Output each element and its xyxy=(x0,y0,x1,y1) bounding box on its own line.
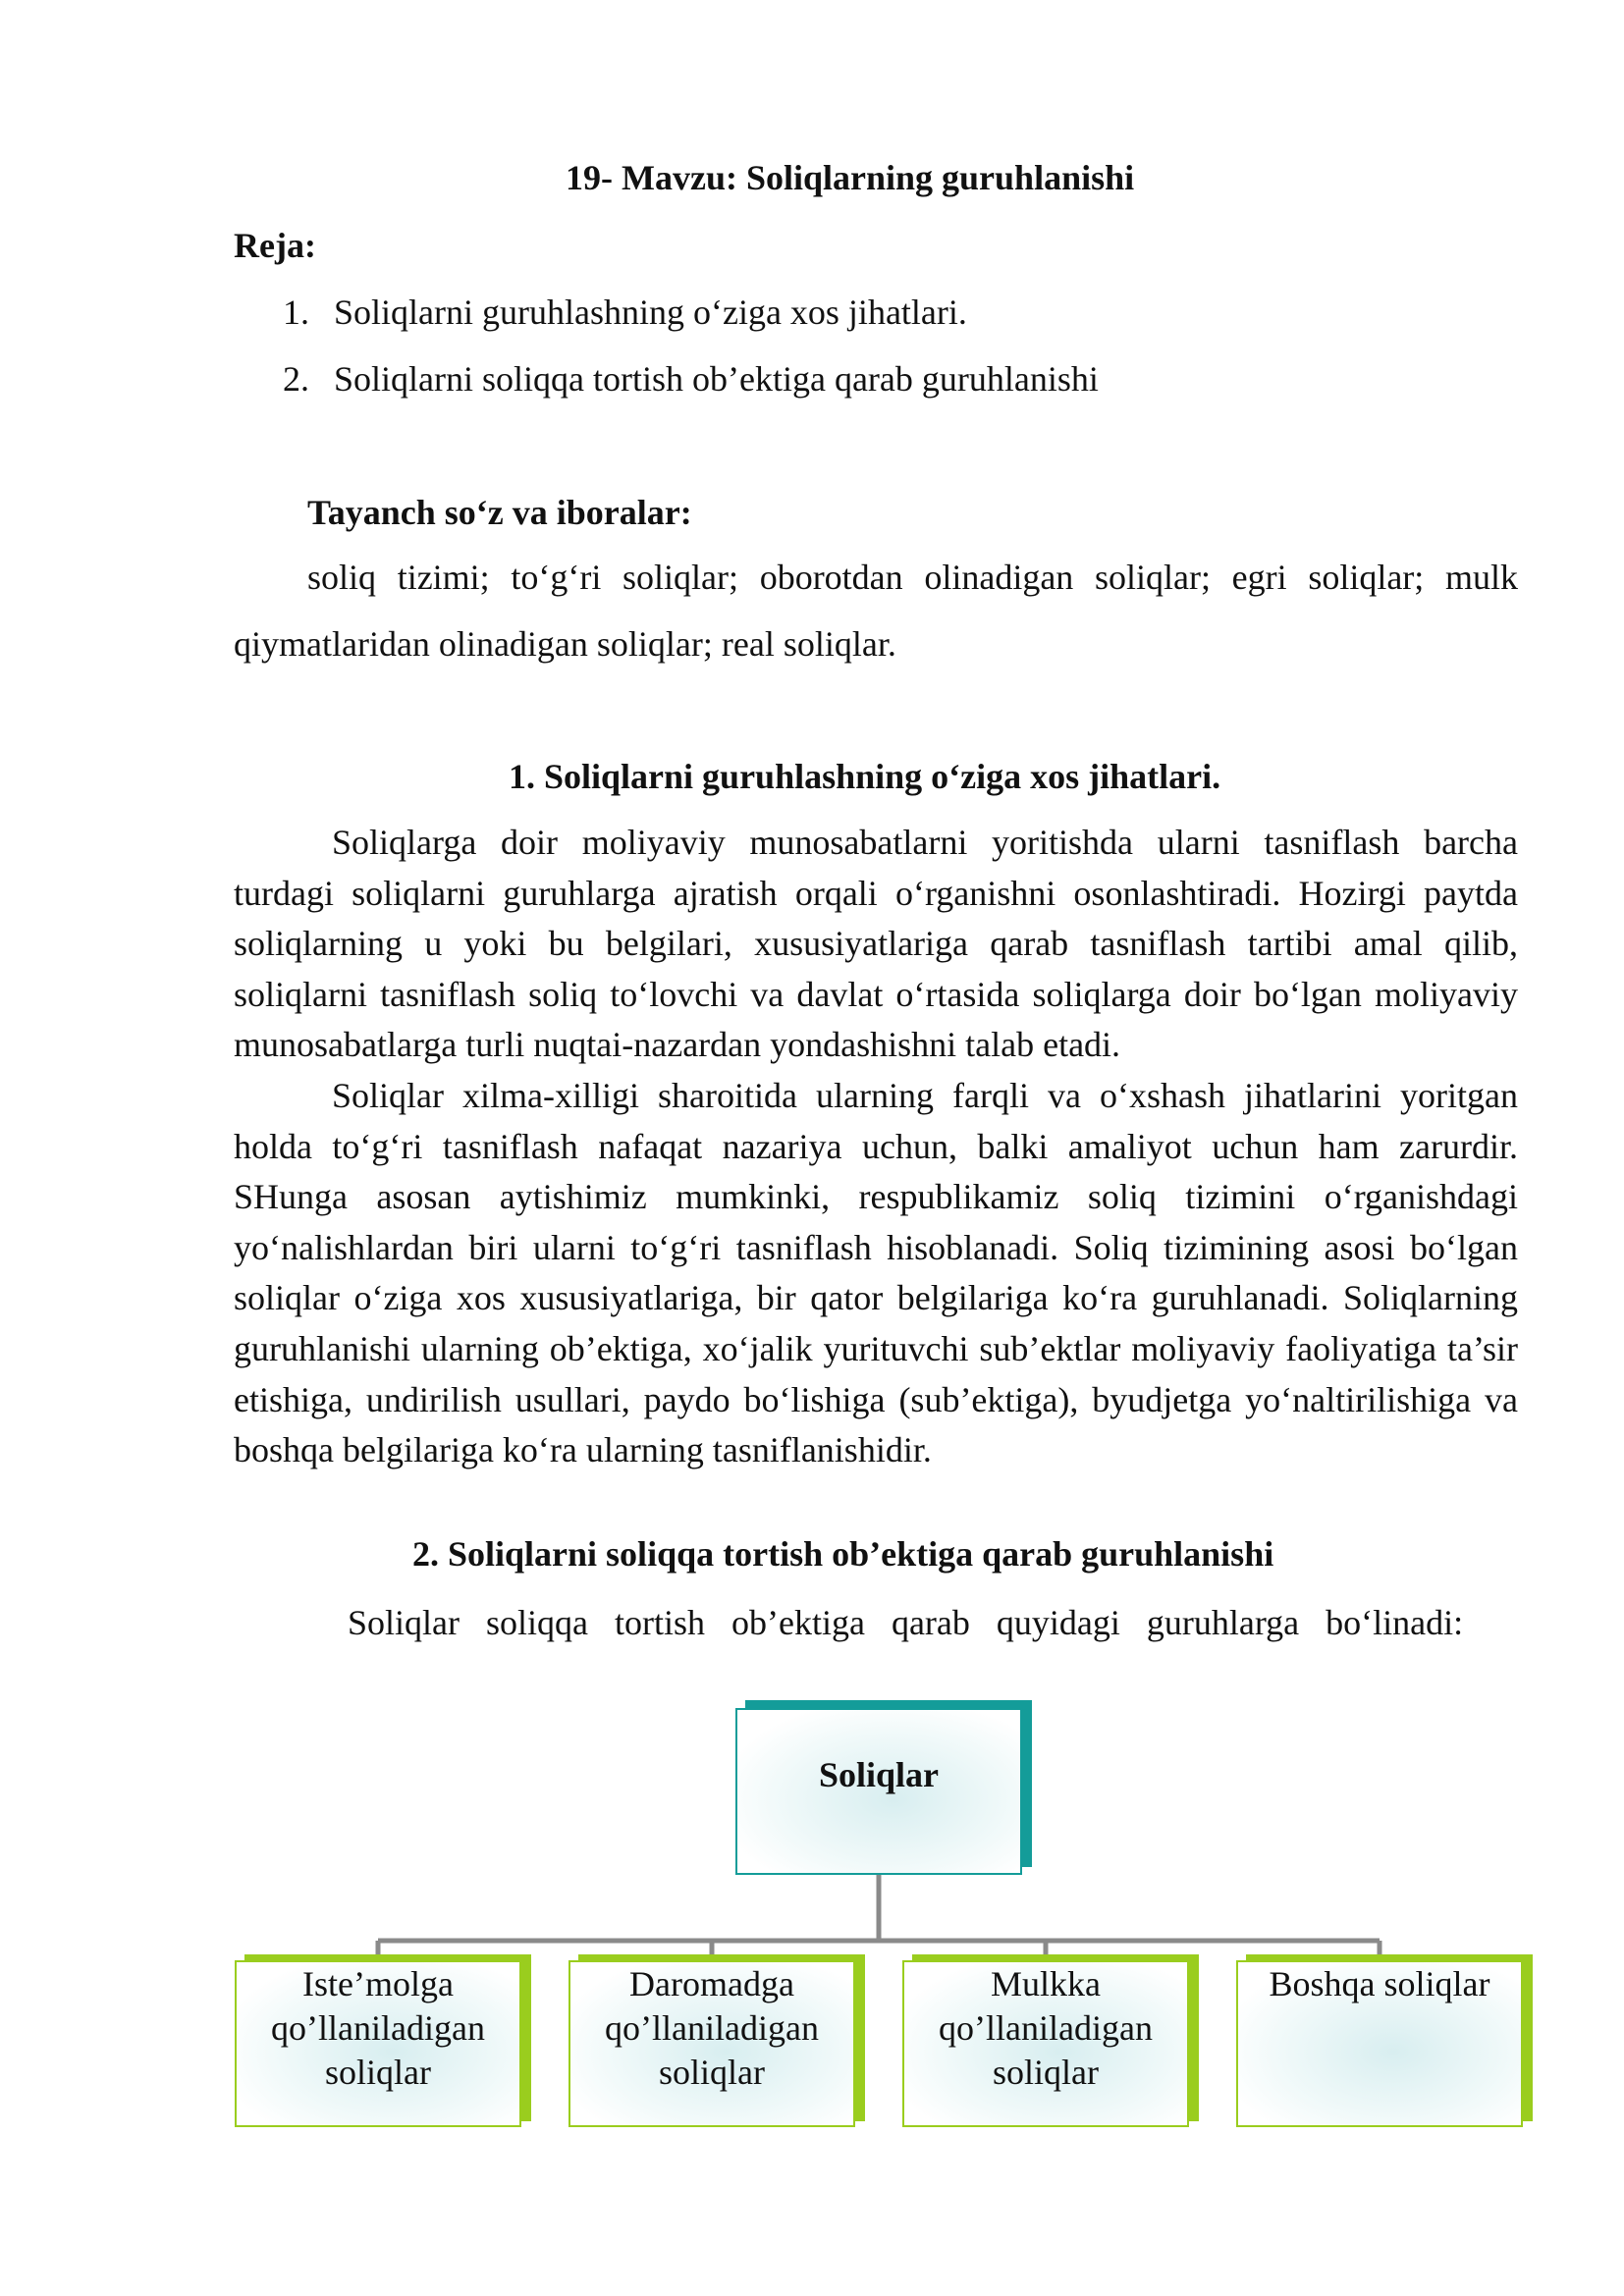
child-label-line-1: Boshqa soliqlar xyxy=(1269,1964,1490,2003)
child-label-line-2: qo’llaniladigan xyxy=(605,2008,819,2048)
plan-item-text: Soliqlarni soliqqa tortish ob’ektiga qarab guruhlanishi xyxy=(334,359,1099,399)
plan-item-1 xyxy=(283,287,967,338)
page-title: 19- Mavzu: Soliqlarning guruhlanishi xyxy=(566,158,1135,197)
plan-label: Reja: xyxy=(234,226,316,265)
section-2-heading: 2. Soliqlarni soliqqa tortish ob’ektiga qarab guruhlanishi xyxy=(412,1534,1274,1574)
keywords-label: Tayanch so‘z va iboralar: xyxy=(307,493,692,532)
child-box-income xyxy=(568,1960,855,2127)
plan-item-text: Soliqlarni guruhlashning o‘ziga xos jihatlari. xyxy=(334,293,967,332)
root-tax-box xyxy=(735,1708,1022,1875)
child-label-line-1: Daromadga xyxy=(629,1964,794,2003)
keywords-line-2: qiymatlaridan olinadigan soliqlar; real soliqlar. xyxy=(234,624,896,664)
child-label-line-1: Iste’molga xyxy=(302,1964,454,2003)
section-1-paragraph-2: Soliqlar xilma-xilligi sharoitida ularning farqli va o‘xshash jihatlarini yoritgan holda to‘g‘ri tasniflash nafaqat nazariya uchun, balki amaliyot uchun ham zarurdir. SHunga asosan aytishimiz mumkinki, respublikamiz soliq tizimini o‘rganishdagi yo‘nalishlardan biri ularni to‘g‘ri tasniflash hisoblanadi. Soliq tizimining asosi bo‘lgan soliqlar o‘ziga xos xususiyatlariga, bir qator belgilariga ko‘ra guruhlanadi. Soliqlarning guruhlanishi ularning ob’ektiga, xo‘jalik yurituvchi sub’ektlar moliyaviy faoliyatiga ta’sir etishiga, undirilish usullari, paydo bo‘lishiga (sub’ektiga), byudjetga yo‘naltirilishiga va boshqa belgilariga ko‘ra ularning tasniflanishidir. xyxy=(234,1075,1518,1470)
child-label-line-3: soliqlar xyxy=(659,2053,765,2092)
keywords-line-1: soliq tizimi; to‘g‘ri soliqlar; oborotdan olinadigan soliqlar; egri soliqlar; mulk xyxy=(307,558,1518,597)
child-box-other xyxy=(1236,1960,1523,2127)
child-label-line-2: qo’llaniladigan xyxy=(939,2008,1153,2048)
plan-item-number: 1. xyxy=(283,293,309,332)
section-1-paragraph-1: Soliqlarga doir moliyaviy munosabatlarni yoritishda ularni tasniflash barcha turdagi soliqlarni guruhlarga ajratish orqali o‘rganishni osonlashtiradi. Hozirgi paytda soliqlarning u yoki bu belgilari, xususiyatlariga qarab tasniflash tartibi amal qilib, soliqlarni tasniflash soliq to‘lovchi va davlat o‘rtasida soliqlarga doir bo‘lgan moliyaviy munosabatlarga turli nuqtai-nazardan yondashishni talab etadi. xyxy=(234,823,1518,1065)
root-tax-label: Soliqlar xyxy=(818,1755,940,1794)
child-label-line-2: qo’llaniladigan xyxy=(271,2008,485,2048)
plan-item-2 xyxy=(283,353,1099,404)
section-2-intro: Soliqlar soliqqa tortish ob’ektiga qarab quyidagi guruhlarga bo‘linadi: xyxy=(348,1603,1464,1642)
child-box-consumption xyxy=(235,1960,521,2127)
child-label-line-1: Mulkka xyxy=(991,1964,1101,2003)
child-label-line-3: soliqlar xyxy=(325,2053,431,2092)
plan-item-number: 2. xyxy=(283,359,309,399)
section-1-heading: 1. Soliqlarni guruhlashning o‘ziga xos jihatlari. xyxy=(509,757,1221,796)
child-box-property xyxy=(902,1960,1189,2127)
child-label-line-3: soliqlar xyxy=(993,2053,1099,2092)
section-1-body xyxy=(234,818,1518,1476)
